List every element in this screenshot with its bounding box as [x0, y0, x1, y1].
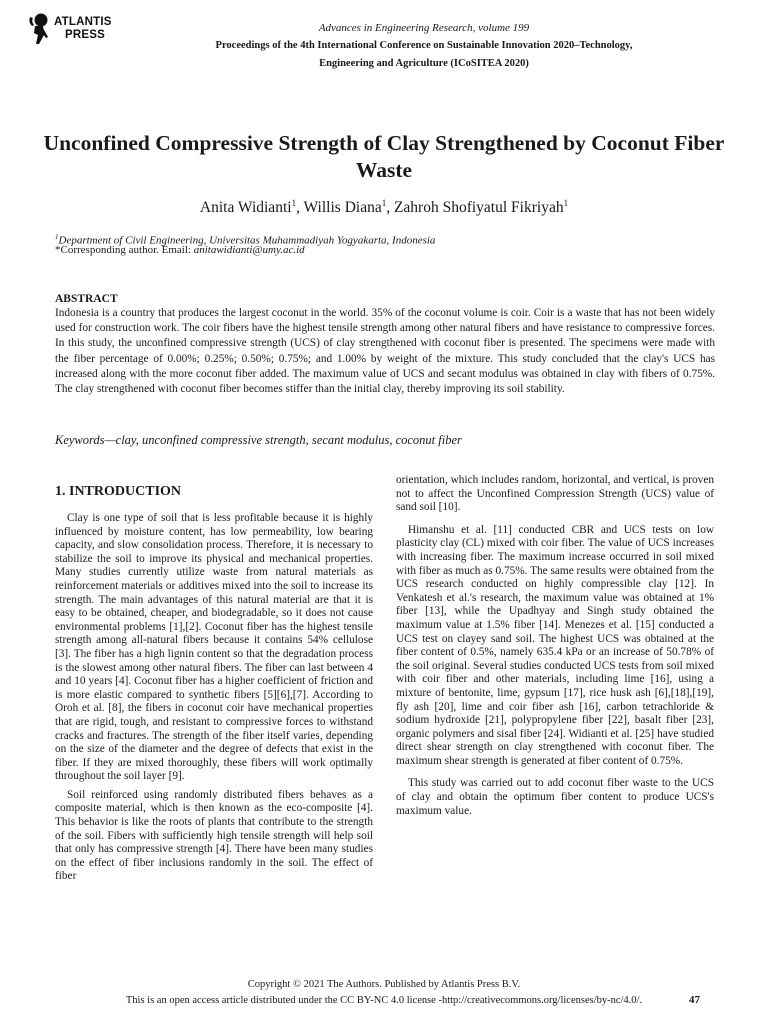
keywords-label: Keywords—	[55, 433, 116, 447]
footer-copyright: Copyright © 2021 The Authors. Published by Atlantis Press B.V.	[247, 979, 521, 990]
affiliation-text: Department of Civil Engineering, Universitas Muhammadiyah Yogyakarta, Indonesia	[58, 234, 436, 247]
abstract-heading: ABSTRACT	[55, 293, 118, 305]
paragraph: orientation, which includes random, horizontal, and vertical, is proven not to affect the Unconfined Compression Strength (UCS) value of sand soil [10].	[396, 474, 714, 514]
page-number: 47	[689, 994, 700, 1006]
corresponding-author	[55, 244, 305, 257]
author-affiliation-mark: 1	[291, 198, 297, 208]
proceedings-line-2: Engineering and Agriculture (ICoSITEA 2020)	[319, 58, 529, 69]
author-name: Willis Diana	[303, 199, 382, 217]
author-affiliation-mark: 1	[381, 198, 387, 208]
paragraph: Himanshu et al. [11] conducted CBR and UCS tests on low plasticity clay (CL) mixed with coir fiber. The value of UCS increases with increasing fiber. The maximum increase occurred in soil mixed with fiber as much as 0.75%. The same results were obtained from the UCS research conducted on highly compressible clay [12]. In Venkatesh et al.'s research, the maximum value was obtained at 1% fiber [13], while the Upadhyay and Singh study obtained the maximum value at 1.5% fiber [14]. Menezes et al. [15] conducted a UCS test on clayey sand soil. The highest UCS was obtained at the fiber content of 0.5%, namely 635.4 kPa or an increase of 50.78% of the soil original. Several studies conducted UCS tests from soil mixed with coir fiber and other materials, including lime [16], using a mixture of bentonite, lime, gypsum [17], rice husk ash [6],[18],[19], fly ash [20], lime and coir fiber ash [16], carbon tetrachloride & sodium hydroxide [21], polypropylene fiber [22], basalt fiber [23], organic polymers and sisal fiber [24]. Widianti et al. [25] have studied direct shear strength on clay strengthened with coconut fiber. The maximum shear strength is generated at fiber content of 0.75%.	[396, 523, 714, 767]
paragraph: Clay is one type of soil that is less profitable because it is highly influenced by moisture content, has low permeability, low bearing capacity, and slow consolidation process. Therefore, it is necessary to stabilize the soil to improve its physical and mechanical properties. Many studies currently utilize waste from natural materials as reinforcement materials or additives mixed into the soil to increase its strength. The main advantages of this natural material are that it is easy to be obtained, cheaper, and biodegradable, so it does not cause environmental problems [1],[2]. Coconut fiber has the highest tensile strength among all-natural fibers because it contains 54% cellulose [3]. The fiber has a high lignin content so that the degradation process is the slowest among other natural fibers. The fiber can last between 4 and 10 years [4]. Coconut fiber has a higher coefficient of friction and is more elastic compared to synthetic fibers [5][6],[7]. According to Oroh et al. [8], the fibers in coconut coir have mechanical properties that are rigid, tough, and resistant to compressive forces to withstand cracks and fractures. The strength of the fiber itself varies, depending on the size of the diameter and the degree of defects that exist in the fiber. If they are mixed thoroughly, these fibers will work optimally throughout the soil layer [9].	[55, 512, 373, 783]
author-name: Zahroh Shofiyatul Fikriyah	[393, 199, 564, 217]
paper-title: Unconfined Compressive Strength of Clay Strengthened by Coconut Fiber Waste	[43, 131, 725, 182]
proceedings-line-1: Proceedings of the 4th International Conference on Sustainable Innovation 2020–Technology,	[215, 40, 633, 51]
paragraph: Soil reinforced using randomly distributed fibers behaves as a composite material, which is then known as the eco-composite [4]. This behavior is like the roots of plants that contribute to the strength of the soil. Fibers with sufficiently high tensile strength will help soil that only has compressive strength [4]. There have been many studies on the effect of fiber inclusions randomly in the soil. The effect of fiber	[55, 788, 373, 883]
author-affiliation-mark: 1	[563, 198, 569, 208]
logo-word-press: PRESS	[65, 29, 105, 41]
left-column	[55, 512, 373, 884]
right-column	[396, 474, 714, 818]
atlantis-press-logo	[26, 13, 122, 47]
author-list: Anita Widianti$^1$, Willis Diana$^1$, Zahroh Shofiyatul Fikriyah$^1$	[199, 198, 569, 217]
keywords	[55, 432, 715, 448]
corresponding-email[interactable]: anitawidianti@umy.ac.id	[193, 244, 305, 256]
section-heading-introduction: 1. INTRODUCTION	[55, 484, 182, 499]
keywords-text: clay, unconfined compressive strength, secant modulus, coconut fiber	[115, 433, 462, 447]
atlas-figure-icon	[26, 13, 52, 45]
paragraph: This study was carried out to add coconut fiber waste to the UCS of clay and obtain the optimum fiber content to produce UCS's maximum value.	[396, 777, 714, 817]
footer-license: This is an open access article distributed under the CC BY-NC 4.0 license -http://creativecommons.org/licenses/by-nc/4.0/.	[125, 995, 643, 1006]
logo-word-atlantis: ATLANTIS	[54, 16, 112, 28]
abstract-text: Indonesia is a country that produces the largest coconut in the world. 35% of the coconut volume is coir. Coir is a waste that has not been widely used for construction work. The coir fibers have the highest tensile strength among other natural fibers and have resistance to compressive forces. In this study, the unconfined compressive strength (UCS) of clay strengthened with coconut fiber is presented. The specimens were made with the fiber percentage of 0.00%; 0.25%; 0.50%; 0.75%; and 1.00% by weight of the mixture. This study concluded that the clay's UCS has increased along with the more coconut fiber added. The maximum value of UCS and secant modulus was obtained in clay with fibers of 0.75%. The clay strengthened with coconut fiber becomes stiffer than the initial clay, thereby improving its soil stability.	[55, 307, 715, 396]
affiliation-mark: 1	[55, 233, 59, 241]
series-title: Advances in Engineering Research, volume 199	[318, 22, 530, 34]
corresponding-label: *Corresponding author. Email:	[55, 244, 194, 256]
author-name: Anita Widianti	[199, 199, 292, 217]
